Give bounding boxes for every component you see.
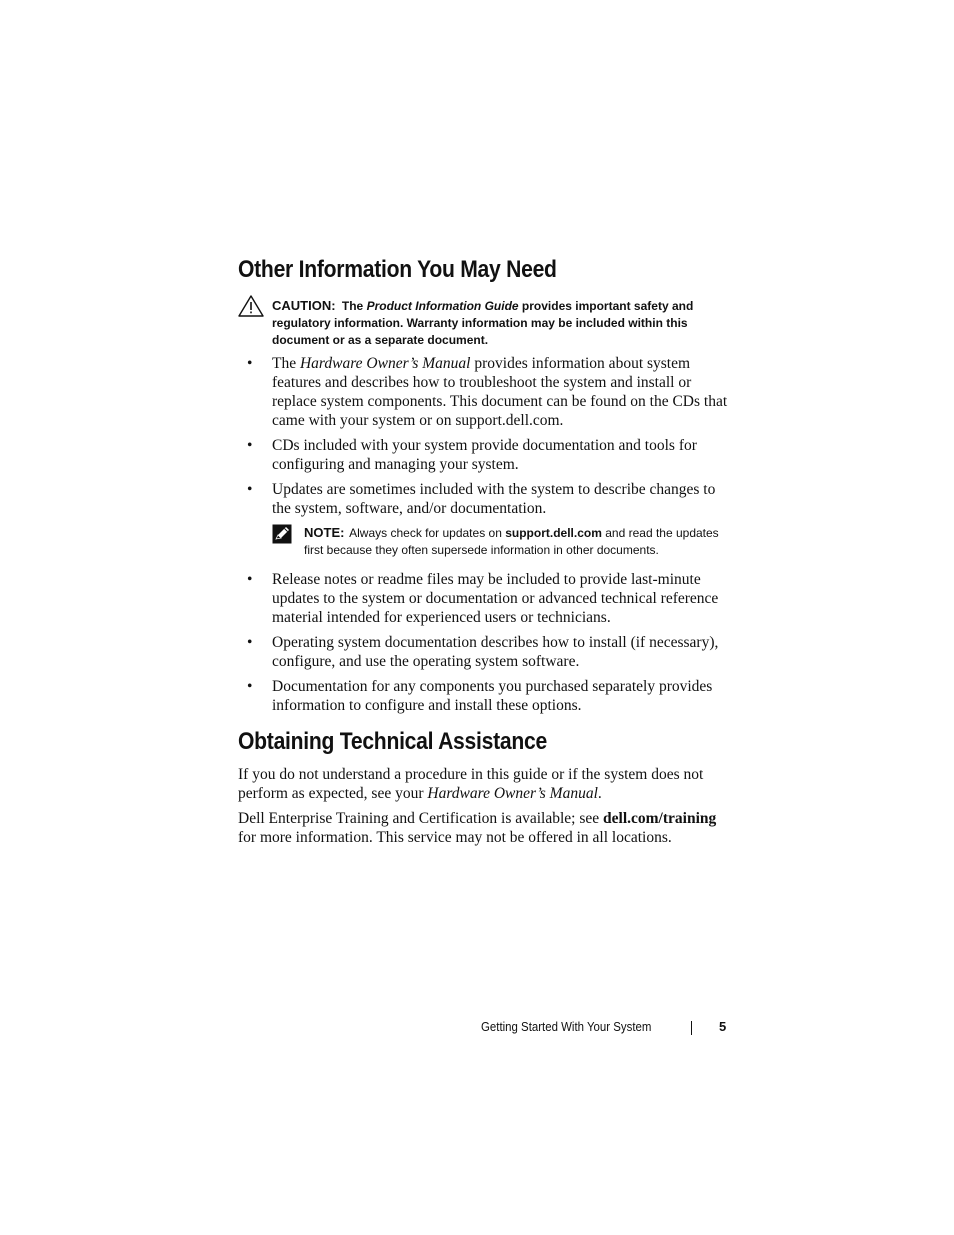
caution-pre: The <box>341 299 364 313</box>
note-item <box>238 524 732 559</box>
bullet-marker: • <box>247 634 253 651</box>
para1-post: . <box>597 785 602 802</box>
warning-triangle-icon <box>238 295 264 317</box>
footer-divider <box>691 1021 692 1035</box>
hardware-owners-manual-title: Hardware Owner’s Manual <box>427 785 598 802</box>
footer-title: Getting Started With Your System <box>481 1019 652 1034</box>
bullet-text: Updates are sometimes included with the system to describe changes to the system, software, and/or documentation. <box>272 481 716 517</box>
list-item <box>238 677 732 715</box>
para2-post: for more information. This service may not be offered in all locations. <box>238 829 672 846</box>
bullet-text-pre: The <box>272 355 297 372</box>
bullet-text: CDs included with your system provide documentation and tools for configuring and managing your system. <box>272 437 697 473</box>
documentation-list <box>238 354 732 721</box>
bullet-marker: • <box>247 481 253 498</box>
training-link[interactable]: dell.com/training <box>603 810 717 827</box>
page-number: 5 <box>719 1019 727 1034</box>
bullet-marker: • <box>247 355 253 372</box>
para1-pre: If you do not understand a procedure in this guide or if the system does not perform as expected, see your <box>238 766 704 802</box>
note-box <box>272 524 732 559</box>
training-paragraph <box>238 809 732 847</box>
note-label: NOTE: <box>304 525 345 540</box>
hardware-owners-manual-title: Hardware Owner’s Manual <box>299 355 471 372</box>
list-item <box>238 480 732 518</box>
caution-text <box>272 297 702 349</box>
para2-pre: Dell Enterprise Training and Certification is available; see <box>238 810 600 827</box>
section-title-technical-assistance: Obtaining Technical Assistance <box>238 728 547 755</box>
pencil-note-icon <box>272 524 292 544</box>
bullet-text-post: provides information about system features and describes how to troubleshoot the system and install or replace system components. This document can be found on the CDs that came with your system or on support.dell.com. <box>272 355 728 429</box>
caution-label: CAUTION: <box>272 298 336 313</box>
note-pre: Always check for updates on <box>349 526 502 540</box>
assistance-paragraph <box>238 765 732 803</box>
list-item <box>238 570 732 627</box>
list-item <box>238 436 732 474</box>
bullet-marker: • <box>247 678 253 695</box>
bullet-text: Release notes or readme files may be included to provide last-minute updates to the system or documentation or advanced technical reference material intended for experienced users or technicians. <box>272 571 719 626</box>
section-title-other-information: Other Information You May Need <box>238 256 557 283</box>
product-information-guide-title: Product Information Guide <box>366 299 519 313</box>
bullet-marker: • <box>247 437 253 454</box>
bullet-marker: • <box>247 571 253 588</box>
list-item <box>238 354 732 430</box>
note-post: and read the updates first because they often supersede information in other documents. <box>304 526 719 557</box>
support-link[interactable]: support.dell.com <box>505 526 602 540</box>
bullet-text: Operating system documentation describes how to install (if necessary), configure, and use the operating system software. <box>272 634 719 670</box>
list-item <box>238 633 732 671</box>
caution-post: provides important safety and regulatory information. Warranty information may be included within this document or as a separate document. <box>272 299 694 347</box>
bullet-text: Documentation for any components you purchased separately provides information to configure and install these options. <box>272 678 713 714</box>
